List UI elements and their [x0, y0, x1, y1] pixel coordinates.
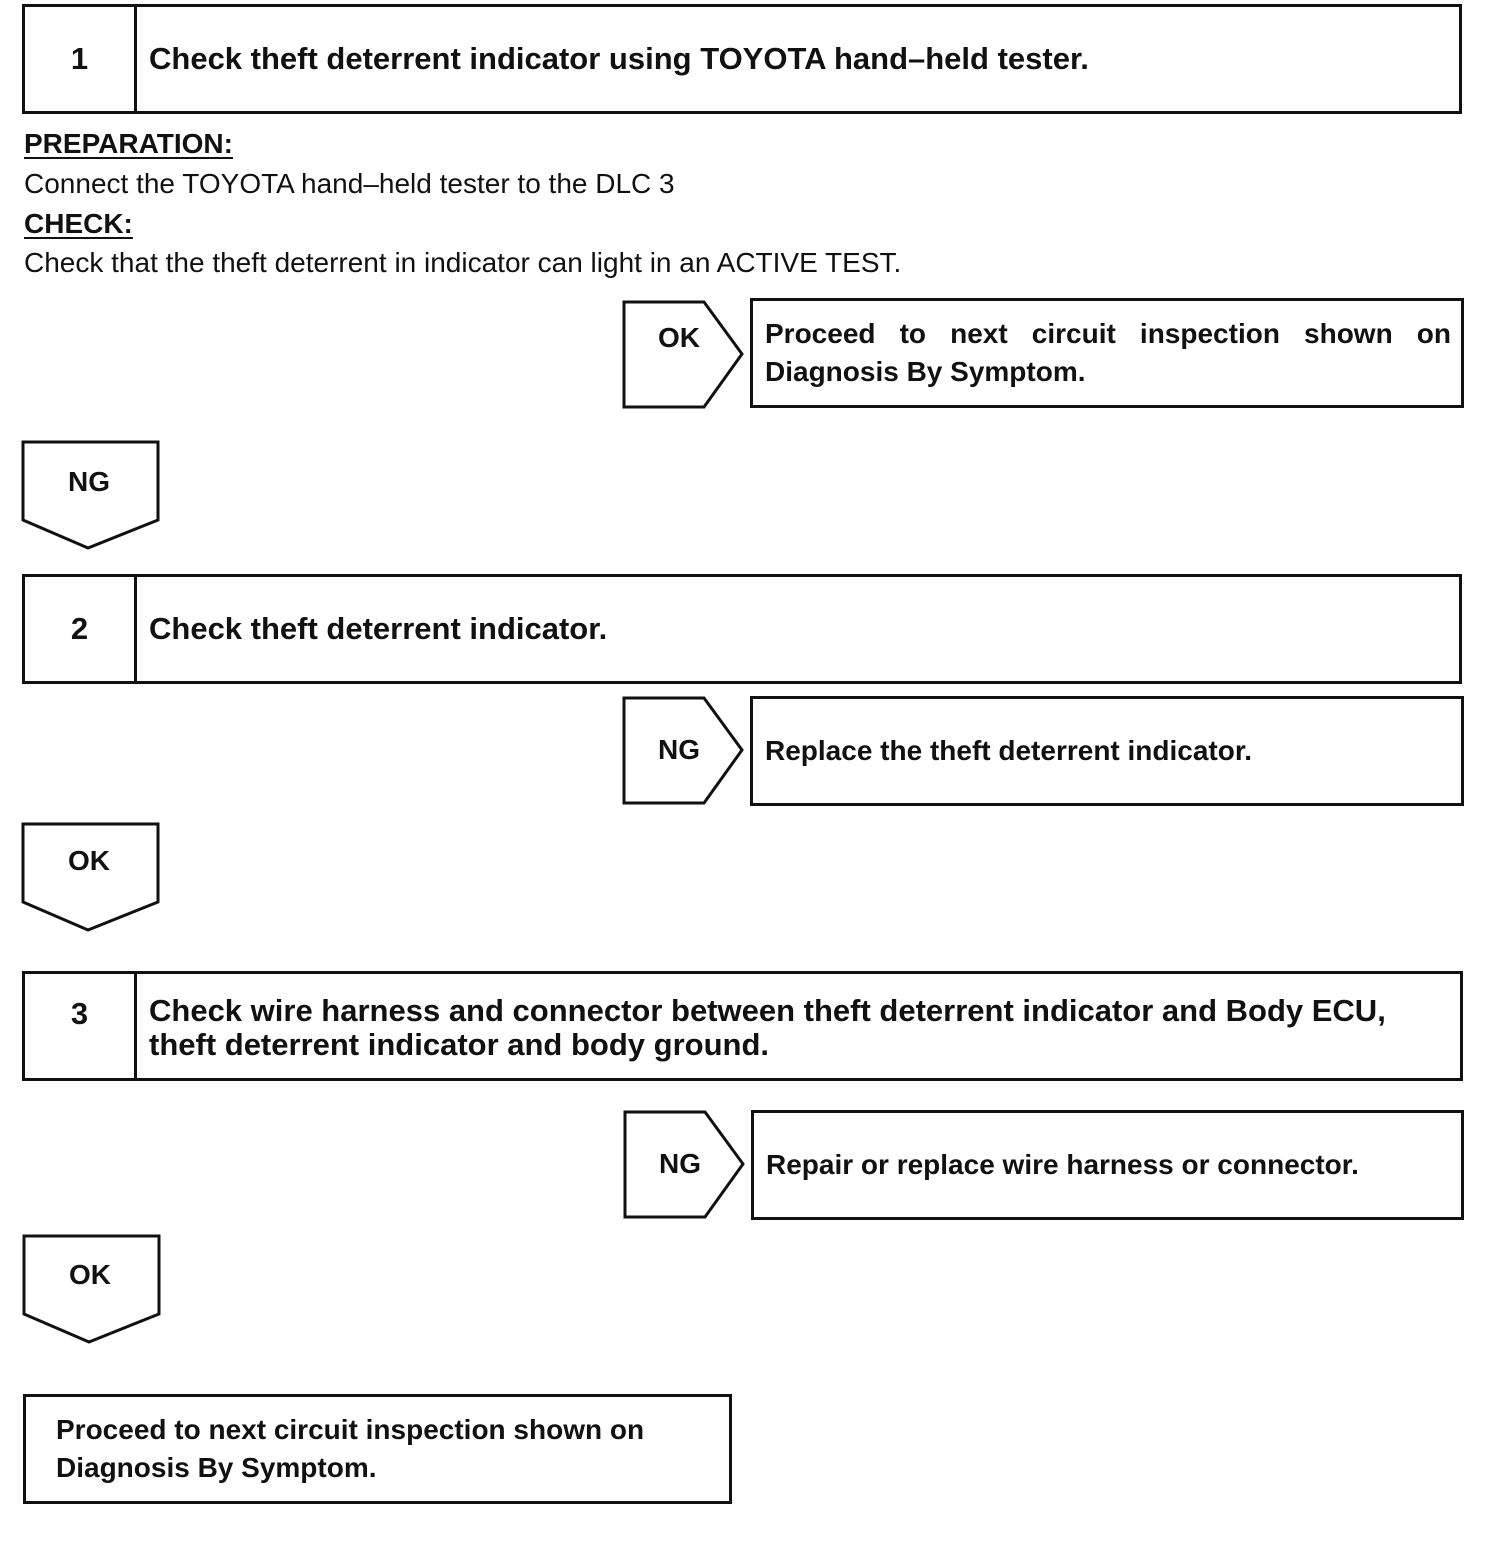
step-3-box — [22, 971, 1463, 1081]
step-1-ok-result: Proceed to next circuit inspection shown on Diagnosis By Symptom. — [765, 318, 1451, 387]
final-result-text: Proceed to next circuit inspection shown on Diagnosis By Symptom. — [56, 1414, 645, 1483]
step-1-ok-label: OK — [658, 322, 700, 353]
check-heading: CHECK: — [24, 208, 133, 239]
step-3-ng-result-box — [751, 1110, 1464, 1220]
step-2-title: Check theft deterrent indicator. — [149, 611, 608, 646]
step-2-ok-label: OK — [68, 845, 110, 876]
step-2-ok-down-arrow — [21, 822, 161, 934]
preparation-text: Connect the TOYOTA hand–held tester to the DLC 3 — [24, 168, 675, 199]
step-2-ng-result: Replace the theft deterrent indicator. — [765, 735, 1252, 766]
step-3-ng-label: NG — [659, 1148, 701, 1179]
step-1-ok-result-box — [750, 298, 1464, 408]
step-3-number: 3 — [25, 974, 137, 1078]
step-1-ok-arrow — [622, 300, 746, 410]
step-2-ng-result-box — [750, 696, 1464, 806]
step-1-ng-label: NG — [68, 466, 110, 497]
step-1-box — [22, 4, 1462, 114]
step-1-title: Check theft deterrent indicator using TOYOTA hand–held tester. — [149, 41, 1089, 76]
step-3-ng-result: Repair or replace wire harness or connector. — [766, 1149, 1359, 1180]
preparation-heading: PREPARATION: — [24, 128, 233, 159]
step-2-ng-label: NG — [658, 734, 700, 765]
step-1-number: 1 — [25, 7, 137, 111]
step-2-box — [22, 574, 1462, 684]
final-result-box — [23, 1394, 732, 1504]
step-2-number: 2 — [25, 577, 137, 681]
step-3-title: Check wire harness and connector between theft deterrent indicator and Body ECU, theft deterrent indicator and body ground. — [149, 993, 1386, 1062]
step-3-ok-label: OK — [69, 1259, 111, 1290]
check-text: Check that the theft deterrent in indicator can light in an ACTIVE TEST. — [24, 247, 902, 278]
